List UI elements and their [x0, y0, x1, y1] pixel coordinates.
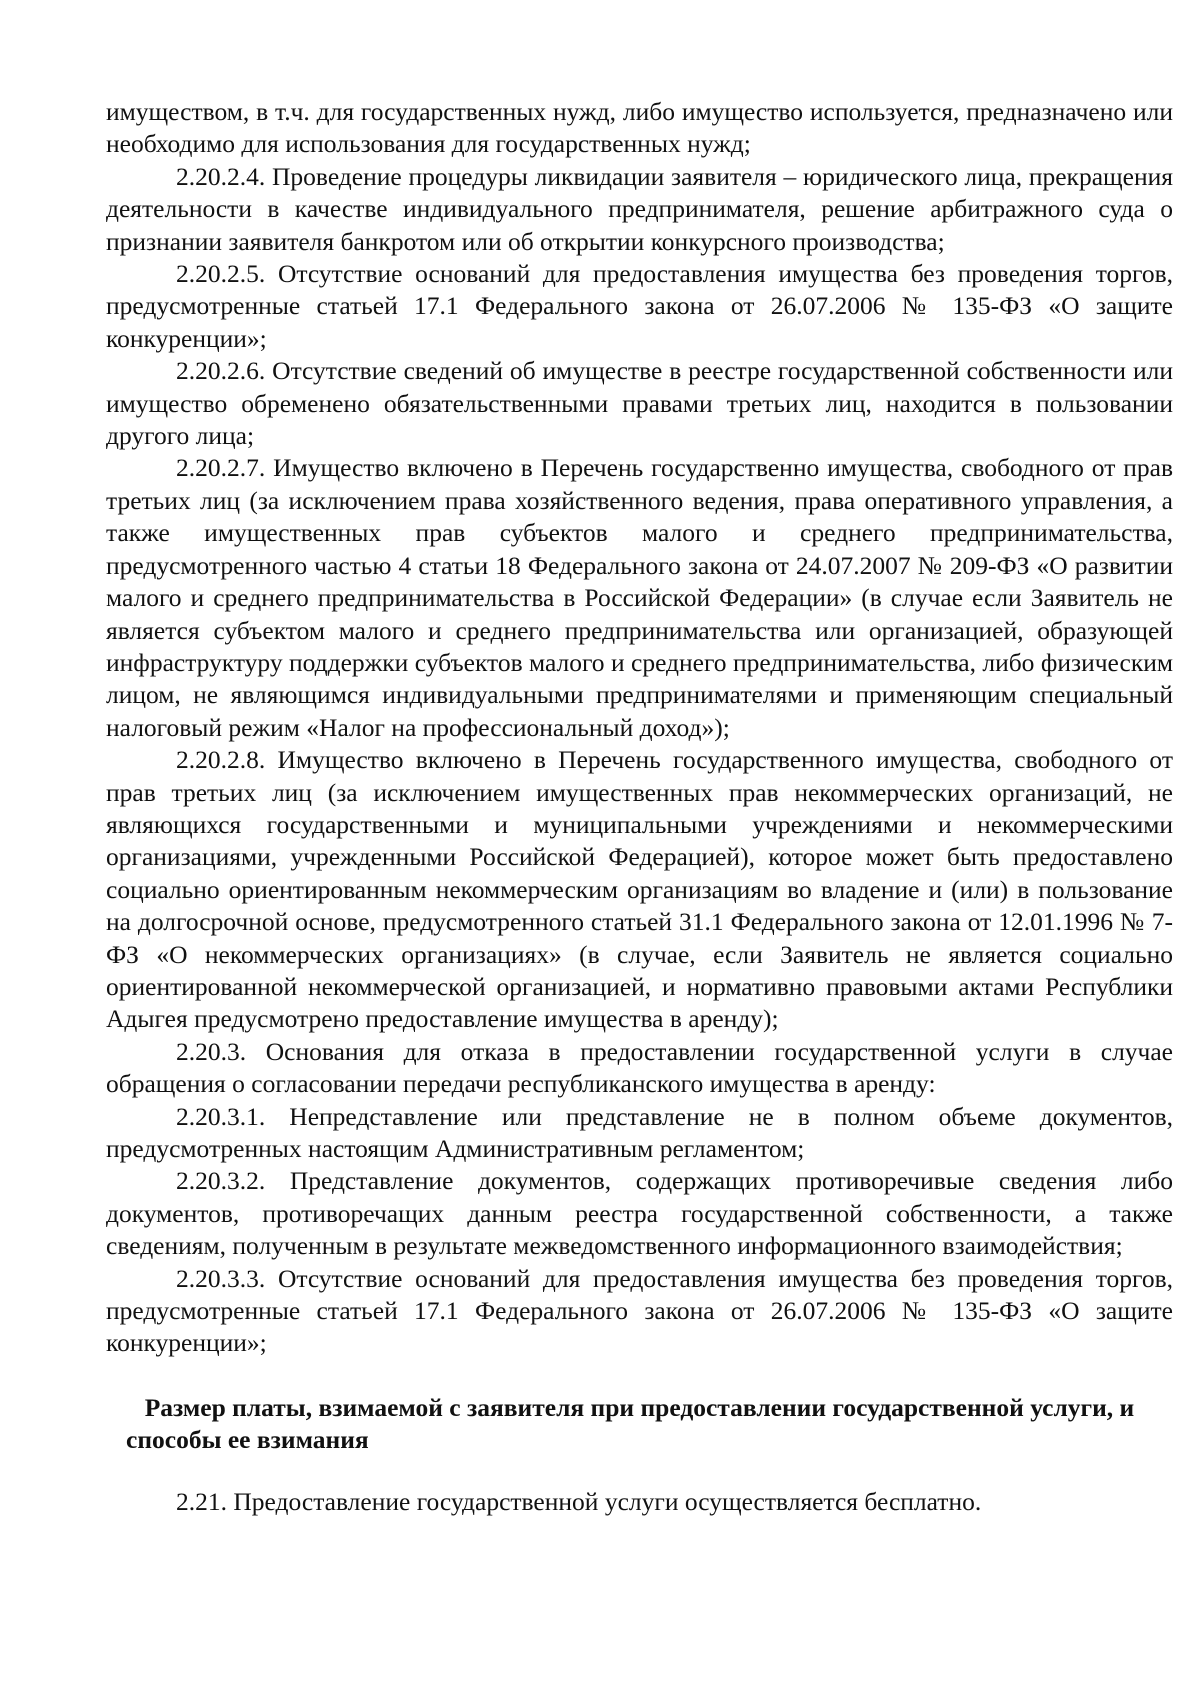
paragraph-2-20-3-1: 2.20.3.1. Непредставление или представление не в полном объеме документов, предусмотренных настоящим Административным регламентом;	[106, 1101, 1173, 1163]
paragraph-2-20-2-5: 2.20.2.5. Отсутствие оснований для предоставления имущества без проведения торгов, предусмотренные статьей 17.1 Федерального закона от 26.07.2006 № 135-ФЗ «О защите конкуренции»;	[106, 259, 1173, 353]
document-body	[106, 96, 1173, 1518]
paragraph-2-20-2-7: 2.20.2.7. Имущество включено в Перечень государственно имущества, свободного от прав третьих лиц (за исключением права хозяйственного ведения, права оперативного управления, а также имущественных прав субъектов малого и среднего предпринимательства, предусмотренного частью 4 статьи 18 Федерального закона от 24.07.2007 № 209-ФЗ «О развитии малого и среднего предпринимательства в Российской Федерации» (в случае если Заявитель не является субъектом малого и среднего предпринимательства или организацией, образующей инфраструктуру поддержки субъектов малого и среднего предпринимательства, либо физическим лицом, не являющимся индивидуальными предпринимателями и применяющим специальный налоговый режим «Налог на профессиональный доход»);	[106, 453, 1173, 742]
paragraph-2-20-2-4: 2.20.2.4. Проведение процедуры ликвидации заявителя – юридического лица, прекращения деятельности в качестве индивидуального предпринимателя, решение арбитражного суда о признании заявителя банкротом или об открытии конкурсного производства;	[106, 161, 1173, 256]
paragraph-2-20-3-2: 2.20.3.2. Представление документов, содержащих противоречивые сведения либо документов, противоречащих данным реестра государственной собственности, а также сведениям, полученным в результате межведомственного информационного взаимодействия;	[106, 1166, 1173, 1261]
paragraph-2-20-3-3: 2.20.3.3. Отсутствие оснований для предоставления имущества без проведения торгов, предусмотренные статьей 17.1 Федерального закона от 26.07.2006 № 135-ФЗ «О защите конкуренции»;	[106, 1263, 1173, 1358]
paragraph-continuation: имуществом, в т.ч. для государственных нужд, либо имущество используется, предназначено или необходимо для использования для государственных нужд;	[106, 97, 1173, 159]
paragraph-2-20-2-6: 2.20.2.6. Отсутствие сведений об имуществе в реестре государственной собственности или имущество обременено обязательственными правами третьих лиц, находится в пользовании другого лица;	[106, 356, 1173, 451]
paragraph-2-21: 2.21. Предоставление государственной услуги осуществляется бесплатно.	[176, 1486, 982, 1516]
paragraph-2-20-3: 2.20.3. Основания для отказа в предоставлении государственной услуги в случае обращения о согласовании передачи республиканского имущества в аренду:	[106, 1036, 1173, 1099]
section-heading: Размер платы, взимаемой с заявителя при предоставлении государственной услуги, и способы ее взимания	[126, 1392, 1135, 1454]
paragraph-2-20-2-8: 2.20.2.8. Имущество включено в Перечень государственного имущества, свободного от прав третьих лиц (за исключением имущественных прав некоммерческих организаций, не являющихся государственными и муниципальными учреждениями и некоммерческими организациями, учрежденными Российской Федерацией), которое может быть предоставлено социально ориентированным некоммерческим организациям во владение и (или) в пользование на долгосрочной основе, предусмотренного статьей 31.1 Федерального закона от 12.01.1996 № 7-ФЗ «О некоммерческих организациях» (в случае, если Заявитель не является социально ориентированной некоммерческой организацией, и нормативно правовыми актами Республики Адыгея предусмотрено предоставление имущества в аренду);	[106, 745, 1173, 1034]
